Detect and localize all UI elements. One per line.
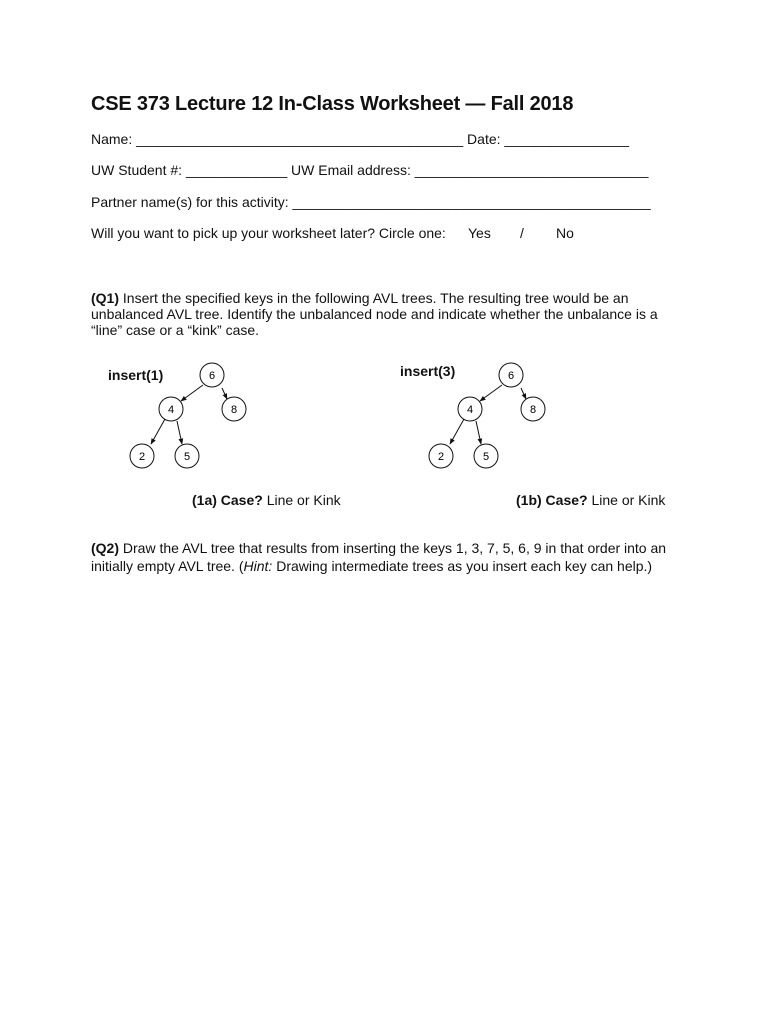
tree-a-node-4 xyxy=(159,397,183,421)
email-field[interactable]: ______________________________ xyxy=(414,162,649,178)
tree-a-node-5-label: 5 xyxy=(183,451,191,463)
tree-b-node-5 xyxy=(474,444,498,468)
tree-b-node-8-label: 8 xyxy=(529,404,537,416)
case-1a xyxy=(192,492,341,508)
tree-b-node-4-label: 4 xyxy=(466,404,474,416)
q2-text-line2-post: Drawing intermediate trees as you insert each key can help.) xyxy=(272,558,653,574)
student-number-field[interactable]: _____________ xyxy=(185,162,288,178)
name-label: Name: xyxy=(91,131,137,147)
tree-b-node-2 xyxy=(429,444,453,468)
case-1a-tag: (1a) Case? xyxy=(192,492,263,508)
tree-b-edge-4-2 xyxy=(450,419,464,444)
tree-b-node-5-label: 5 xyxy=(482,451,490,463)
student-number-label: UW Student #: xyxy=(91,162,186,178)
partner-label: Partner name(s) for this activity: xyxy=(91,194,293,210)
name-field[interactable]: __________________________________________ xyxy=(136,131,464,147)
tree-b-node-4 xyxy=(458,397,482,421)
tree-a-edge-6-8 xyxy=(222,388,227,399)
q2-tag: (Q2) xyxy=(91,540,119,556)
pickup-no-option[interactable]: No xyxy=(556,225,574,241)
tree-a-node-6-label: 6 xyxy=(208,370,216,382)
tree-a-node-2 xyxy=(130,444,154,468)
partner-field[interactable]: ______________________________________________ xyxy=(292,194,651,210)
tree-b-edge-4-5 xyxy=(476,421,481,444)
email-label: UW Email address: xyxy=(287,162,415,178)
tree-a-node-5 xyxy=(175,444,199,468)
tree-a-label: insert(1) xyxy=(108,367,164,383)
tree-a-node-6 xyxy=(200,363,224,387)
tree-a-node-4-label: 4 xyxy=(167,404,175,416)
tree-a-node-8 xyxy=(222,397,246,421)
tree-b-node-2-label: 2 xyxy=(437,451,445,463)
tree-b-edge-6-8 xyxy=(521,388,526,399)
worksheet-title: CSE 373 Lecture 12 In-Class Worksheet — Fall 2018 xyxy=(91,93,574,115)
q1-tag: (Q1) xyxy=(91,290,119,306)
case-1b-tag: (1b) Case? xyxy=(516,492,588,508)
tree-a-edge-4-2 xyxy=(151,419,165,444)
pickup-separator: / xyxy=(520,225,524,241)
tree-a-edge-6-4 xyxy=(181,385,203,401)
tree-b xyxy=(429,363,545,468)
tree-b-label: insert(3) xyxy=(400,363,456,379)
tree-a-node-8-label: 8 xyxy=(230,404,238,416)
q2-hint-label: Hint: xyxy=(243,558,273,574)
tree-b-node-6-label: 6 xyxy=(507,370,515,382)
q2-answer-area[interactable] xyxy=(91,590,691,990)
pickup-yes-option[interactable]: Yes xyxy=(468,225,491,241)
case-1b-options[interactable]: Line or Kink xyxy=(587,492,666,508)
q2-prompt xyxy=(91,539,711,575)
q1-text-line3: “line” case or a “kink” case. xyxy=(91,322,260,338)
case-1b xyxy=(516,492,665,508)
q2-text-line2-pre: initially empty AVL tree. ( xyxy=(91,558,244,574)
tree-b-node-6 xyxy=(499,363,523,387)
case-1a-options[interactable]: Line or Kink xyxy=(262,492,341,508)
q1-text-line2: unbalanced AVL tree. Identify the unbalanced node and indicate whether the unbalance is a xyxy=(91,306,658,322)
q1-text-line1: Insert the specified keys in the following AVL trees. The resulting tree would be an xyxy=(119,290,629,306)
tree-b-edge-6-4 xyxy=(480,385,502,401)
date-label: Date: xyxy=(463,131,505,147)
tree-a xyxy=(130,363,246,468)
q2-text-line1: Draw the AVL tree that results from inserting the keys 1, 3, 7, 5, 6, 9 in that order into an xyxy=(119,540,667,556)
tree-a-edge-4-5 xyxy=(177,421,182,444)
tree-a-node-2-label: 2 xyxy=(138,451,146,463)
pickup-question: Will you want to pick up your worksheet later? Circle one: xyxy=(91,225,446,241)
date-field[interactable]: ________________ xyxy=(504,131,629,147)
tree-b-node-8 xyxy=(521,397,545,421)
